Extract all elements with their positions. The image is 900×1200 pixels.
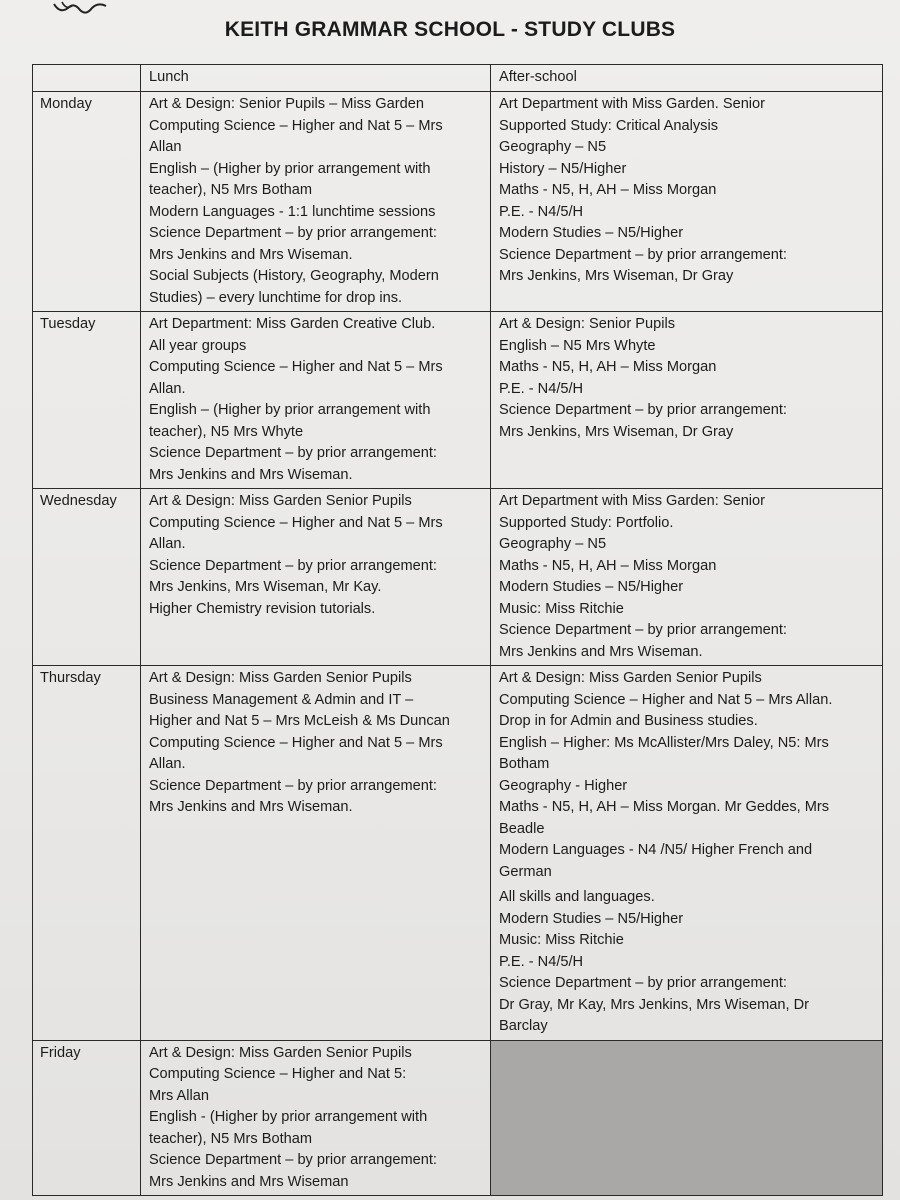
club-line: Art & Design: Senior Pupils [499, 316, 676, 332]
club-line: Science Department – by prior arrangement: [499, 402, 787, 418]
club-line: Science Department – by prior arrangement: [149, 557, 437, 574]
club-line: Allan [149, 139, 182, 155]
table-row-monday [33, 92, 883, 312]
club-line: Higher and Nat 5 – Mrs McLeish & Ms Duncan [149, 713, 450, 729]
club-line: Mrs Jenkins, Mrs Wiseman, Dr Gray [499, 268, 734, 284]
club-line: English – (Higher by prior arrangement with [149, 402, 431, 418]
club-line: Barclay [499, 1018, 548, 1034]
club-line: English – Higher: Ms McAllister/Mrs Daley, N5: Mrs [499, 734, 829, 751]
table-row-friday [33, 1040, 883, 1196]
club-line: Science Department – by prior arrangement: [149, 777, 437, 794]
club-line: Modern Studies – N5/Higher [499, 910, 684, 927]
club-line: Science Department – by prior arrangement: [499, 975, 787, 991]
club-line: Allan. [149, 756, 186, 772]
club-line: Science Department – by prior arrangement: [499, 622, 787, 638]
lunch-cell [141, 312, 491, 489]
club-line: Art Department: Miss Garden Creative Club. [149, 316, 436, 332]
club-line: Geography – N5 [499, 139, 607, 155]
table-row-thursday [33, 666, 883, 1041]
club-line: Science Department – by prior arrangement: [149, 445, 437, 461]
after-school-cell [491, 666, 883, 1041]
lunch-cell [141, 92, 491, 312]
club-line: Mrs Allan [149, 1087, 210, 1104]
club-line: Art Department with Miss Garden: Senior [499, 493, 766, 509]
club-line: Mrs Jenkins and Mrs Wiseman. [499, 643, 703, 660]
club-line: Modern Studies – N5/Higher [499, 579, 684, 595]
club-line: Music: Miss Ritchie [499, 932, 624, 948]
club-line: Mrs Jenkins and Mrs Wiseman [149, 1173, 349, 1190]
day-cell: Thursday [33, 666, 141, 1041]
club-line: Art & Design: Miss Garden Senior Pupils [149, 670, 412, 686]
lunch-cell [141, 666, 491, 1041]
table-row-tuesday [33, 312, 883, 489]
header-after-school: After-school [491, 65, 883, 92]
club-line: P.E. - N4/5/H [499, 380, 584, 397]
club-line: English - (Higher by prior arrangement with [149, 1109, 428, 1125]
club-line: Supported Study: Critical Analysis [499, 117, 719, 134]
club-line: Maths - N5, H, AH – Miss Morgan. Mr Geddes, Mrs [499, 799, 830, 815]
after-school-cell [491, 489, 883, 666]
club-line: Art & Design: Miss Garden Senior Pupils [149, 493, 412, 509]
club-line: Botham [499, 756, 550, 772]
club-line: Mrs Jenkins and Mrs Wiseman. [149, 466, 353, 483]
table-header-row [33, 65, 883, 92]
club-line: English – N5 Mrs Whyte [499, 337, 656, 354]
club-line: Music: Miss Ritchie [499, 600, 624, 617]
club-line: Maths - N5, H, AH – Miss Morgan [499, 182, 717, 198]
club-line: All skills and languages. [499, 889, 655, 905]
day-cell: Monday [33, 92, 141, 312]
club-line: English – (Higher by prior arrangement with [149, 160, 431, 177]
club-line: Modern Languages - N4 /N5/ Higher French and [499, 842, 813, 858]
club-line: Maths - N5, H, AH – Miss Morgan [499, 557, 717, 574]
club-line: P.E. - N4/5/H [499, 953, 584, 970]
club-line: Mrs Jenkins, Mrs Wiseman, Dr Gray [499, 423, 734, 440]
club-line: Computing Science – Higher and Nat 5: [149, 1066, 407, 1082]
club-line: Computing Science – Higher and Nat 5 – Mrs [149, 514, 443, 531]
club-line: Allan. [149, 536, 186, 552]
club-line: Maths - N5, H, AH – Miss Morgan [499, 359, 717, 375]
club-line: teacher), N5 Mrs Botham [149, 182, 313, 198]
club-line: teacher), N5 Mrs Botham [149, 1130, 313, 1147]
club-line: Studies) – every lunchtime for drop ins. [149, 289, 403, 306]
club-line: Art & Design: Senior Pupils – Miss Garden [149, 96, 424, 112]
day-cell: Friday [33, 1040, 141, 1196]
club-line: Beadle [499, 820, 545, 837]
study-clubs-table [32, 64, 883, 1196]
after-school-cell-shaded [491, 1040, 883, 1196]
after-school-cell [491, 312, 883, 489]
club-line: Dr Gray, Mr Kay, Mrs Jenkins, Mrs Wiseman, Dr [499, 996, 810, 1013]
header-day [33, 65, 141, 92]
club-line: Science Department – by prior arrangement: [149, 1152, 437, 1168]
club-line: Mrs Jenkins, Mrs Wiseman, Mr Kay. [149, 579, 382, 595]
club-line: Modern Languages - 1:1 lunchtime sessions [149, 203, 436, 220]
lunch-cell [141, 489, 491, 666]
club-line: Allan. [149, 380, 186, 397]
club-line: All year groups [149, 337, 247, 354]
after-school-cell [491, 92, 883, 312]
club-line: Computing Science – Higher and Nat 5 – Mrs [149, 117, 443, 134]
table-row-wednesday [33, 489, 883, 666]
header-lunch: Lunch [141, 65, 491, 92]
club-line: Art & Design: Miss Garden Senior Pupils [499, 670, 762, 686]
club-line: Geography - Higher [499, 777, 628, 794]
club-line: Supported Study: Portfolio. [499, 514, 674, 531]
lunch-cell [141, 1040, 491, 1196]
page-title: KEITH GRAMMAR SCHOOL - STUDY CLUBS [224, 18, 676, 41]
club-line: Mrs Jenkins and Mrs Wiseman. [149, 799, 353, 815]
club-line: Computing Science – Higher and Nat 5 – Mrs [149, 359, 443, 375]
club-line: German [499, 863, 552, 880]
club-line: Computing Science – Higher and Nat 5 – Mrs [149, 734, 443, 751]
club-line: Computing Science – Higher and Nat 5 – Mrs Allan. [499, 691, 833, 708]
day-cell: Tuesday [33, 312, 141, 489]
club-line: Geography – N5 [499, 536, 607, 552]
club-line: Mrs Jenkins and Mrs Wiseman. [149, 246, 353, 263]
club-line: Higher Chemistry revision tutorials. [149, 600, 376, 617]
club-line: Science Department – by prior arrangement: [149, 225, 437, 241]
club-line: Business Management & Admin and IT – [149, 691, 414, 708]
club-line: P.E. - N4/5/H [499, 203, 584, 220]
club-line: History – N5/Higher [499, 160, 627, 177]
club-line: Drop in for Admin and Business studies. [499, 713, 758, 729]
club-line: Art Department with Miss Garden. Senior [499, 96, 766, 112]
club-line: Art & Design: Miss Garden Senior Pupils [149, 1044, 412, 1061]
school-crest-fragment [52, 0, 108, 18]
club-line: Modern Studies – N5/Higher [499, 225, 684, 241]
day-cell: Wednesday [33, 489, 141, 666]
club-line: teacher), N5 Mrs Whyte [149, 423, 304, 440]
club-line: Social Subjects (History, Geography, Modern [149, 268, 439, 284]
club-line: Science Department – by prior arrangement: [499, 246, 787, 263]
